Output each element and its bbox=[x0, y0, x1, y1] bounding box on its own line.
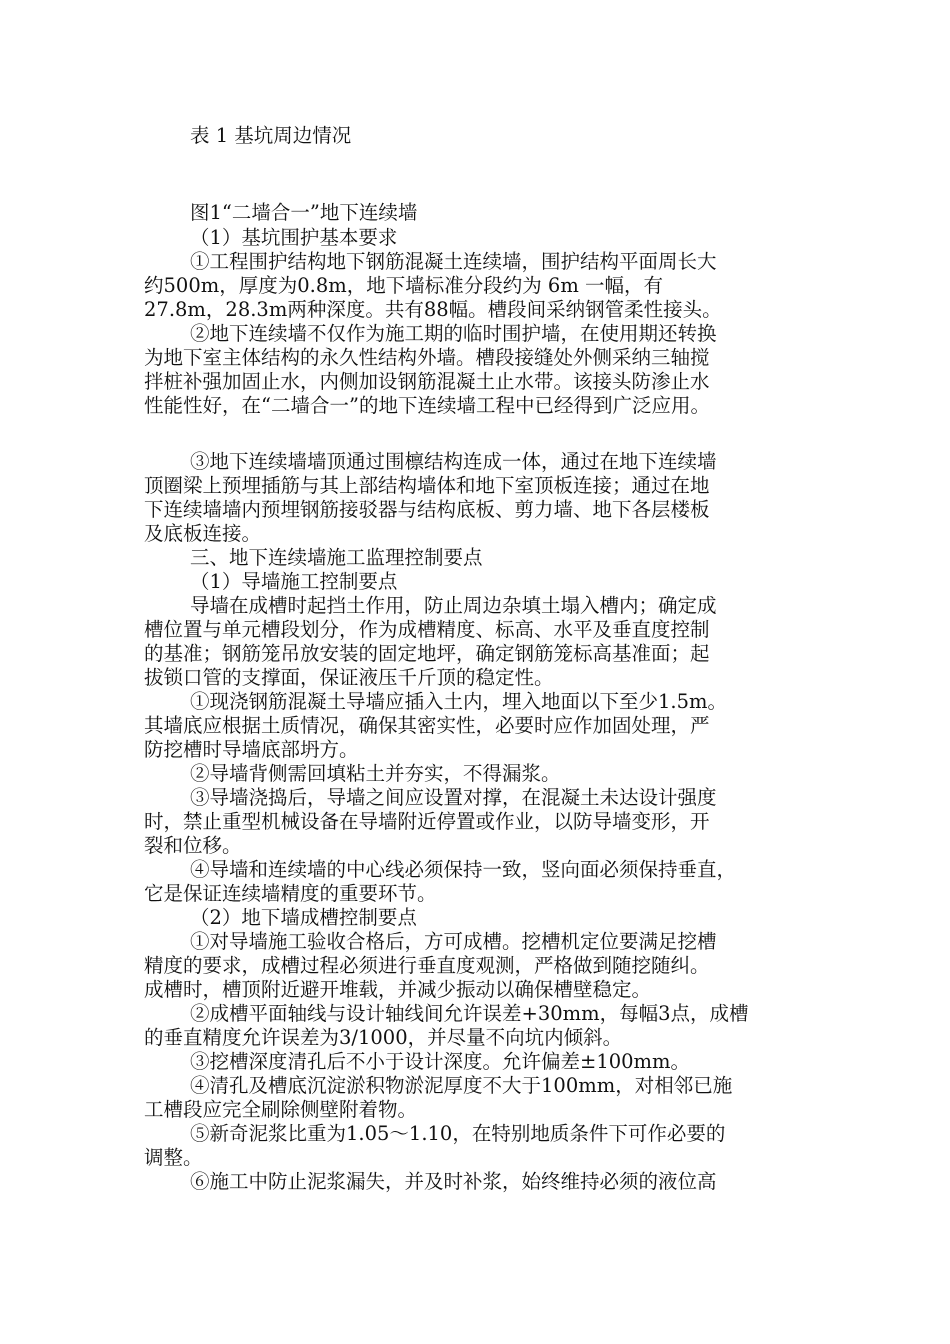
paragraph-line: 的垂直精度允许误差为3/1000，并尽量不向坑内倾斜。 bbox=[144, 1026, 623, 1049]
paragraph-line: ②成槽平面轴线与设计轴线间允许误差+30mm，每幅3点，成槽 bbox=[190, 1002, 749, 1025]
paragraph-line: 导墙在成槽时起挡土作用，防止周边杂填土塌入槽内；确定成 bbox=[190, 594, 717, 617]
paragraph-line: ①现浇钢筋混凝土导墙应插入土内，埋入地面以下至少1.5m。 bbox=[190, 690, 728, 713]
paragraph-line: 的基准；钢筋笼吊放安装的固定地坪，确定钢筋笼标高基准面；起 bbox=[144, 642, 710, 665]
paragraph-line: ①对导墙施工验收合格后，方可成槽。挖槽机定位要满足挖槽 bbox=[190, 930, 717, 953]
paragraph-line: 其墙底应根据土质情况，确保其密实性，必要时应作加固处理，严 bbox=[144, 714, 710, 737]
paragraph-line: 工槽段应完全刷除侧壁附着物。 bbox=[144, 1098, 418, 1121]
table-caption: 表 1 基坑周边情况 bbox=[190, 124, 352, 147]
paragraph-line: ①工程围护结构地下钢筋混凝土连续墙，围护结构平面周长大 bbox=[190, 250, 717, 273]
paragraph-line: 27.8m，28.3m两种深度。共有88幅。槽段间采纳钢管柔性接头。 bbox=[144, 298, 722, 321]
paragraph-line: 性能性好，在“二墙合一”的地下连续墙工程中已经得到广泛应用。 bbox=[144, 394, 710, 417]
paragraph-line: 成槽时，槽顶附近避开堆载，并减少振动以确保槽壁稳定。 bbox=[144, 978, 652, 1001]
paragraph-line: 时，禁止重型机械设备在导墙附近停置或作业，以防导墙变形，开 bbox=[144, 810, 710, 833]
subsection-heading: （2）地下墙成槽控制要点 bbox=[190, 906, 417, 929]
section-heading: 三、地下连续墙施工监理控制要点 bbox=[190, 546, 483, 569]
paragraph-line: ⑤新奇泥浆比重为1.05～1.10，在特别地质条件下可作必要的 bbox=[190, 1122, 726, 1145]
paragraph-line: ②地下连续墙不仅作为施工期的临时围护墙，在使用期还转换 bbox=[190, 322, 717, 345]
paragraph-line: ②导墙背侧需回填粘土并夯实，不得漏浆。 bbox=[190, 762, 561, 785]
paragraph-line: 为地下室主体结构的永久性结构外墙。槽段接缝处外侧采纳三轴搅 bbox=[144, 346, 710, 369]
paragraph-line: ④清孔及槽底沉淀淤积物淤泥厚度不大于100mm，对相邻已施 bbox=[190, 1074, 733, 1097]
paragraph-line: 拔锁口管的支撑面，保证液压千斤顶的稳定性。 bbox=[144, 666, 554, 689]
paragraph-line: ③地下连续墙墙顶通过围檩结构连成一体，通过在地下连续墙 bbox=[190, 450, 717, 473]
paragraph-line: 调整。 bbox=[144, 1146, 203, 1169]
paragraph-line: ⑥施工中防止泥浆漏失，并及时补浆，始终维持必须的液位高 bbox=[190, 1170, 717, 1193]
paragraph-line: 裂和位移。 bbox=[144, 834, 242, 857]
paragraph-line: 防挖槽时导墙底部坍方。 bbox=[144, 738, 359, 761]
section-heading: （1）基坑围护基本要求 bbox=[190, 226, 398, 249]
paragraph-line: ③导墙浇捣后，导墙之间应设置对撑，在混凝土未达设计强度 bbox=[190, 786, 717, 809]
paragraph-line: 下连续墙墙内预埋钢筋接驳器与结构底板、剪力墙、地下各层楼板 bbox=[144, 498, 710, 521]
paragraph-line: ③挖槽深度清孔后不小于设计深度。允许偏差±100mm。 bbox=[190, 1050, 691, 1073]
figure-caption: 图1“二墙合一”地下连续墙 bbox=[190, 201, 418, 224]
subsection-heading: （1）导墙施工控制要点 bbox=[190, 570, 398, 593]
paragraph-line: 它是保证连续墙精度的重要环节。 bbox=[144, 882, 437, 905]
paragraph-line: ④导墙和连续墙的中心线必须保持一致，竖向面必须保持垂直， bbox=[190, 858, 737, 881]
paragraph-line: 拌桩补强加固止水，内侧加设钢筋混凝土止水带。该接头防渗止水 bbox=[144, 370, 710, 393]
paragraph-line: 精度的要求，成槽过程必须进行垂直度观测，严格做到随挖随纠。 bbox=[144, 954, 710, 977]
paragraph-line: 及底板连接。 bbox=[144, 522, 262, 545]
paragraph-line: 槽位置与单元槽段划分，作为成槽精度、标高、水平及垂直度控制 bbox=[144, 618, 710, 641]
paragraph-line: 顶圈梁上预埋插筋与其上部结构墙体和地下室顶板连接；通过在地 bbox=[144, 474, 710, 497]
paragraph-line: 约500m，厚度为0.8m，地下墙标准分段约为 6m 一幅，有 bbox=[144, 274, 664, 297]
